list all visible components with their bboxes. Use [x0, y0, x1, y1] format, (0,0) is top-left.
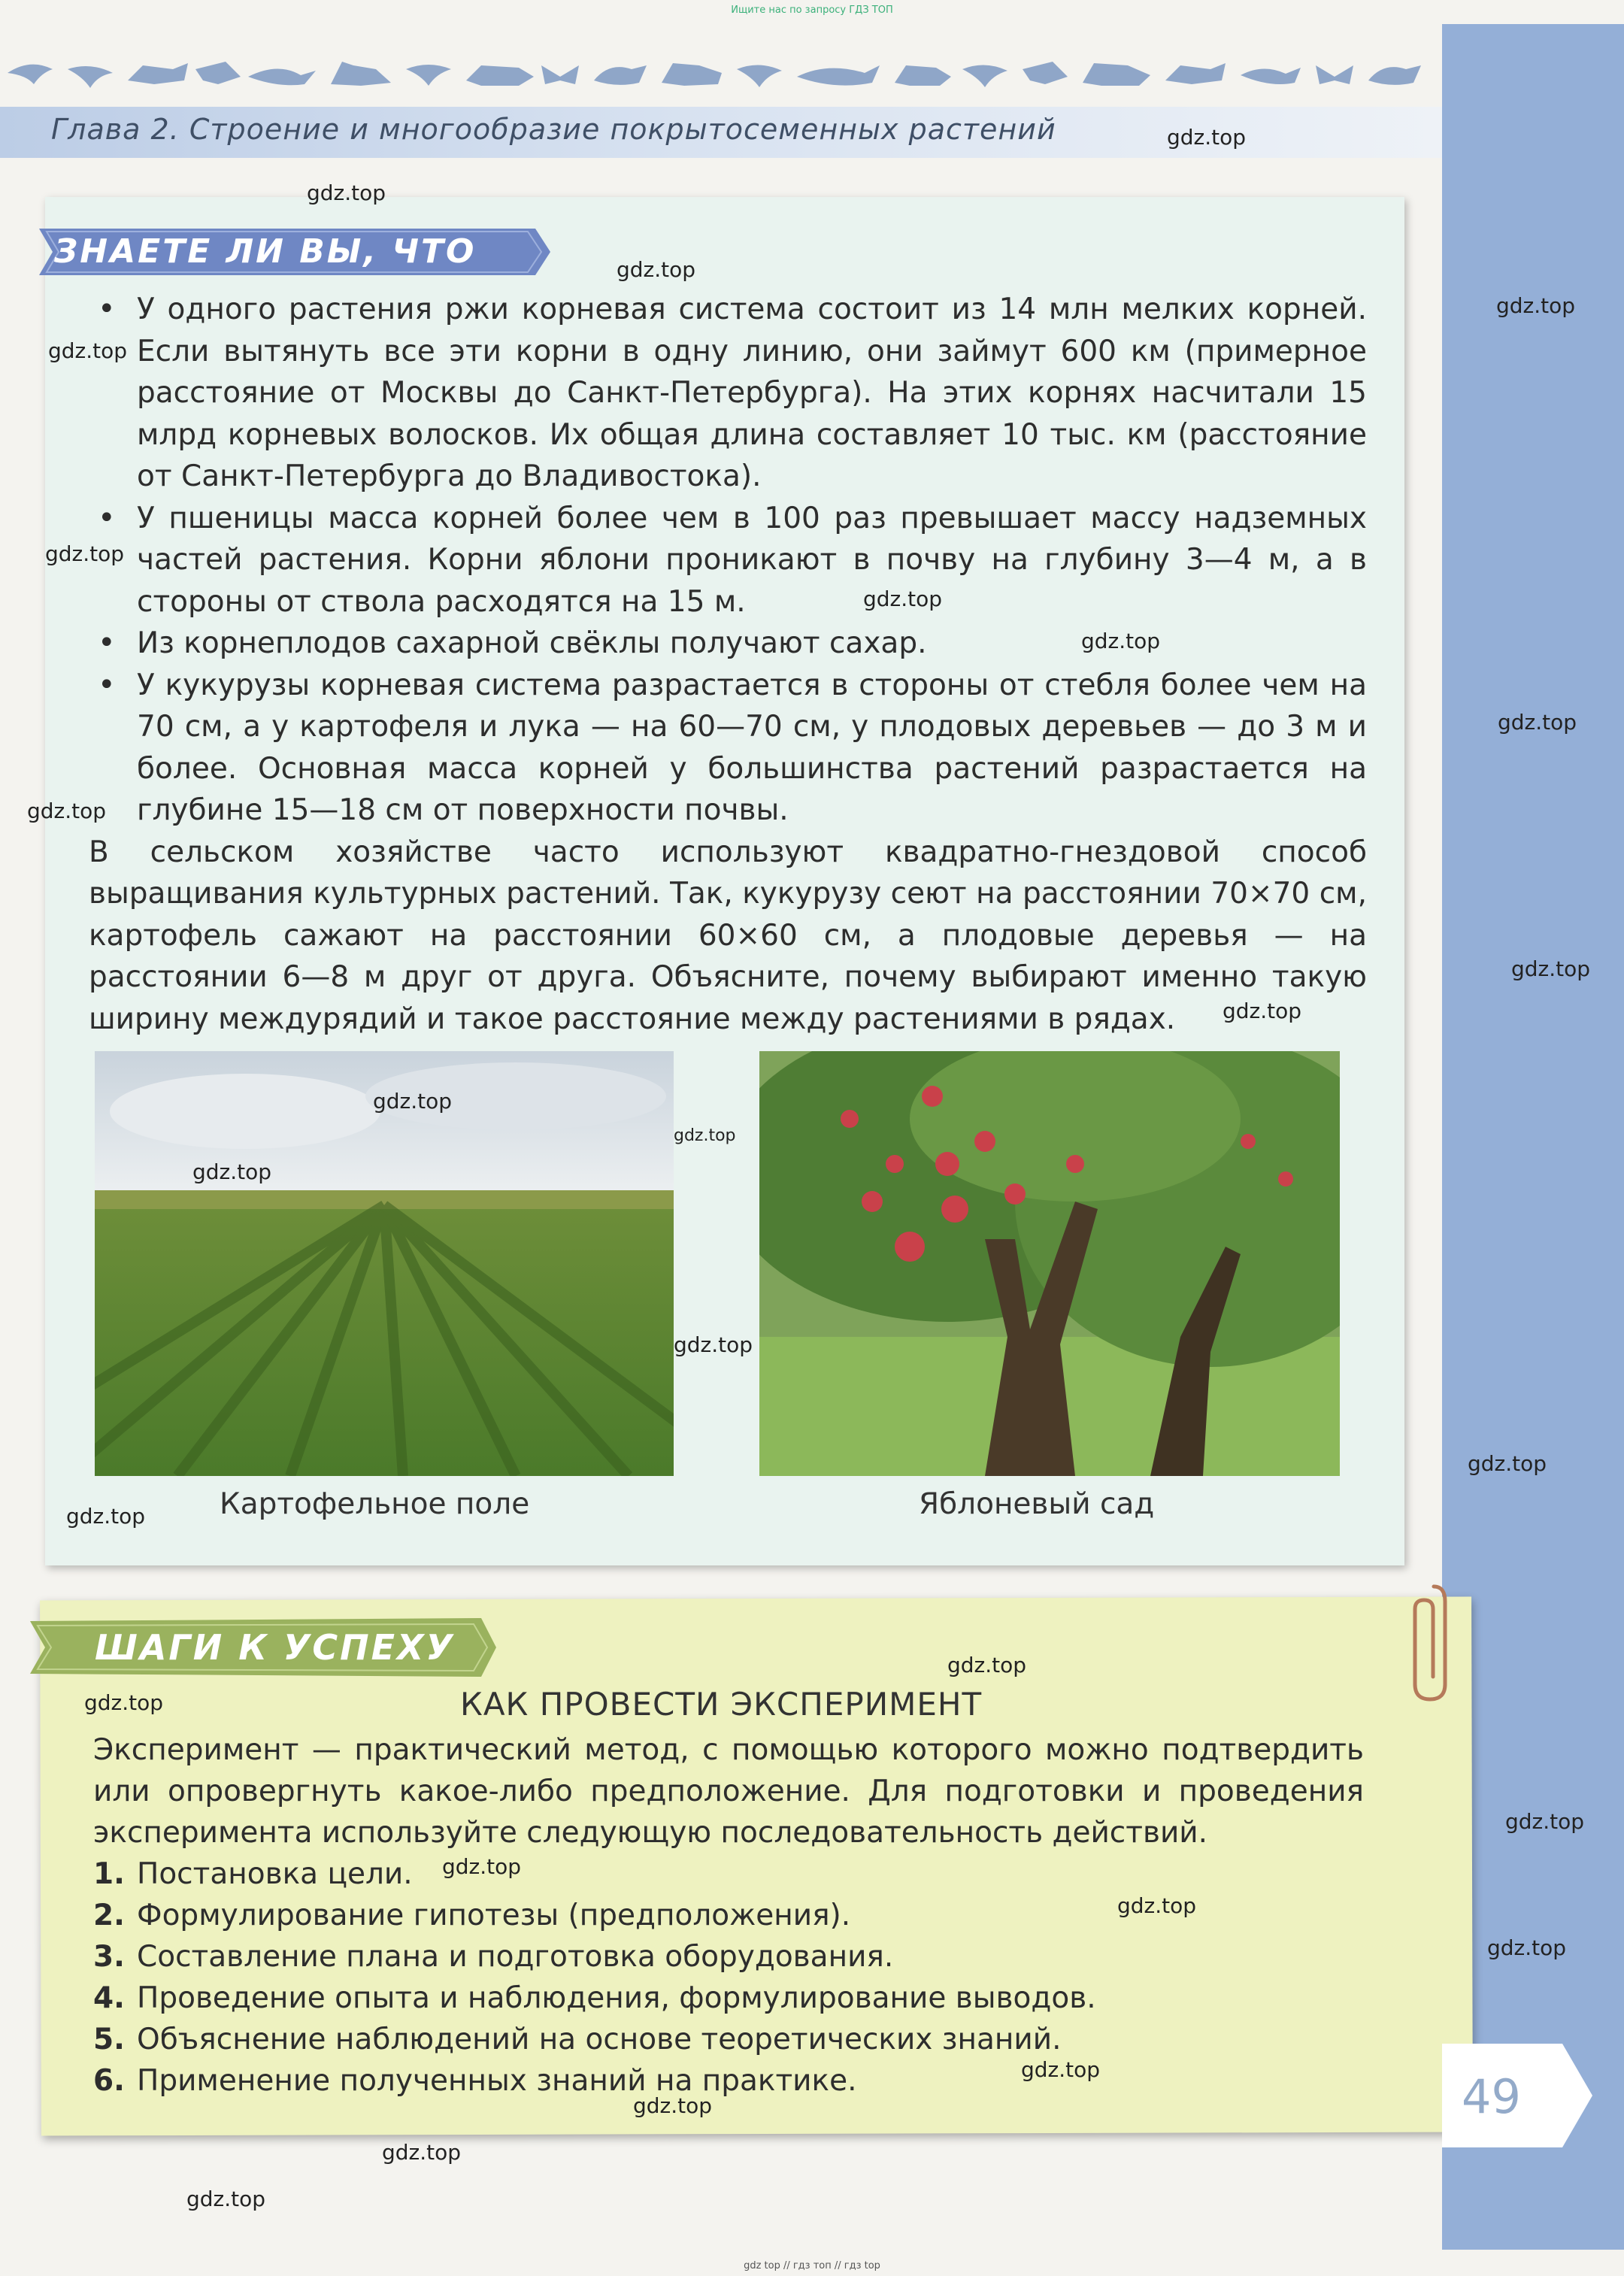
watermark: gdz.top	[1223, 999, 1302, 1023]
page-number: 49	[1462, 2069, 1521, 2124]
whale-icon	[797, 65, 880, 86]
watermark: gdz.top	[1117, 1893, 1197, 1918]
watermark: gdz.top	[307, 180, 386, 205]
watermark: gdz.top	[66, 1504, 146, 1529]
watermark: gdz.top	[633, 2093, 713, 2118]
watermark: gdz.top	[1496, 293, 1576, 318]
bottom-note: gdz top // гдз топ // гдз top	[744, 2260, 880, 2271]
deer-icon	[331, 62, 391, 86]
fact-item: • У кукурузы корневая система разрастается в стороны от стебля более чем на 70 см, а у картофеля и лука — на 60—70 см, у плодовых деревьев — до 3 м и более. Основная масса корней у большинства растений разрастается на глубине 15—18 см от поверхности почвы.	[89, 665, 1367, 832]
watermark: gdz.top	[442, 1854, 522, 1879]
watermark: gdz.top	[1511, 956, 1591, 981]
watermark: gdz.top	[1081, 629, 1161, 653]
watermark: gdz.top	[27, 799, 107, 823]
apple-orchard-caption: Яблоневый сад	[919, 1487, 1155, 1521]
butterfly-icon	[1316, 65, 1353, 84]
fact-item: • У пшеницы масса корней более чем в 100 раз превышает массу надземных частей растения. Корни яблони проникают в почву на глубину 3—4 м, а в стороны от ствола расходятся на 15 м.	[89, 498, 1367, 623]
experiment-step	[93, 1936, 1364, 1977]
watermark: gdz.top	[1468, 1451, 1547, 1476]
fox-icon	[1165, 63, 1226, 84]
potato-field-caption: Картофельное поле	[220, 1487, 530, 1521]
potato-field-photo	[95, 1051, 674, 1476]
watermark: gdz.top	[186, 2187, 266, 2211]
watermark: gdz.top	[617, 257, 696, 282]
experiment-step	[93, 2060, 1364, 2102]
step-text: Применение полученных знаний на практике.	[137, 2064, 857, 2098]
bird-icon	[68, 66, 113, 88]
step-number: 3.	[93, 1940, 125, 1974]
lizard-icon	[248, 68, 316, 85]
watermark: gdz.top	[382, 2140, 462, 2165]
step-text: Постановка цели.	[137, 1857, 413, 1891]
cat-icon	[466, 65, 534, 86]
animal-silhouette-band	[0, 47, 1442, 99]
step-number: 5.	[93, 2023, 125, 2056]
watermark: gdz.top	[1021, 2057, 1101, 2082]
step-number: 6.	[93, 2064, 125, 2098]
paperclip-icon	[1400, 1579, 1453, 1707]
experiment-intro: Эксперимент — практический метод, с помощью которого можно подтвердить или опровергнуть какое-либо предположение. Для подготовки и проведения эксперимента используйте следующую последовательность действий.	[93, 1733, 1364, 1850]
watermark: gdz.top	[1167, 125, 1247, 150]
scorpion-icon	[594, 65, 647, 85]
dog-icon	[895, 65, 951, 86]
watermark: gdz.top	[1498, 710, 1577, 735]
watermark: gdz.top	[947, 1653, 1027, 1677]
fact-item: • У одного растения ржи корневая система состоит из 14 млн мелких корней. Если вытянуть все эти корни в одну линию, они займут 600 км (примерное расстояние от Москвы до Санкт-Петербурга). На этих корнях насчитали 15 млрд корневых волосков. Их общая длина составляет 10 тыс. км (расстояние от Санкт-Петербурга до Владивостока).	[89, 289, 1367, 498]
watermark: gdz.top	[45, 541, 125, 566]
apple-orchard-photo	[759, 1051, 1340, 1476]
horse-icon	[662, 63, 722, 86]
experiment-step	[93, 2019, 1364, 2060]
watermark: gdz.top	[1487, 1935, 1567, 1960]
watermark: gdz.top	[84, 1690, 164, 1715]
fish-icon	[1241, 68, 1301, 84]
step-text: Формулирование гипотезы (предположения).	[137, 1899, 851, 1932]
watermark: gdz.top	[674, 1126, 736, 1145]
butterfly-icon	[541, 65, 579, 84]
step-text: Составление плана и подготовка оборудования.	[137, 1940, 894, 1974]
step-text: Объяснение наблюдений на основе теоретических знаний.	[137, 2023, 1062, 2056]
insect-icon	[1023, 62, 1068, 84]
did-you-know-header-text: ЗНАЕТЕ ЛИ ВЫ, ЧТО	[54, 232, 477, 271]
watermark: gdz.top	[674, 1332, 753, 1357]
bird-icon	[962, 65, 1007, 87]
top-note: Ищите нас по запросу ГДЗ ТОП	[731, 5, 893, 16]
watermark: gdz.top	[192, 1159, 272, 1184]
task-paragraph: В сельском хозяйстве часто используют квадратно-гнездовой способ выращивания культурных растений. Так, кукурузу сеют на расстоянии 70×70 см, картофель сажают на расстоянии 60×60 см, а плодовые деревья — на расстоянии 6—8 м друг от друга. Объясните, почему выбирают именно такую ширину междурядий и такое расстояние между растениями в рядах.	[89, 835, 1367, 1036]
chapter-title: Глава 2. Строение и многообразие покрытосеменных растений	[51, 113, 1056, 146]
facts-list	[89, 289, 1367, 832]
watermark: gdz.top	[373, 1089, 453, 1114]
insect-icon	[195, 62, 241, 84]
watermark: gdz.top	[48, 338, 128, 363]
scorpion-icon	[1368, 65, 1421, 85]
did-you-know-text	[89, 289, 1367, 1040]
step-number: 2.	[93, 1899, 125, 1932]
experiment-steps-list	[93, 1853, 1364, 2102]
steps-header-text: ШАГИ К УСПЕХУ	[95, 1627, 455, 1668]
bird-icon	[737, 65, 782, 87]
bull-icon	[1083, 63, 1150, 86]
bird-icon	[406, 65, 451, 86]
step-number: 4.	[93, 1981, 125, 2015]
experiment-step	[93, 1853, 1364, 1895]
watermark: gdz.top	[1505, 1809, 1585, 1834]
experiment-step	[93, 1977, 1364, 2019]
experiment-title: КАК ПРОВЕСТИ ЭКСПЕРИМЕНТ	[460, 1686, 983, 1723]
watermark: gdz.top	[863, 586, 943, 611]
bird-icon	[8, 65, 53, 84]
step-number: 1.	[93, 1857, 125, 1891]
fact-item: • Из корнеплодов сахарной свёклы получают сахар.	[89, 623, 1367, 665]
step-text: Проведение опыта и наблюдения, формулирование выводов.	[137, 1981, 1096, 2015]
fox-icon	[128, 63, 188, 84]
